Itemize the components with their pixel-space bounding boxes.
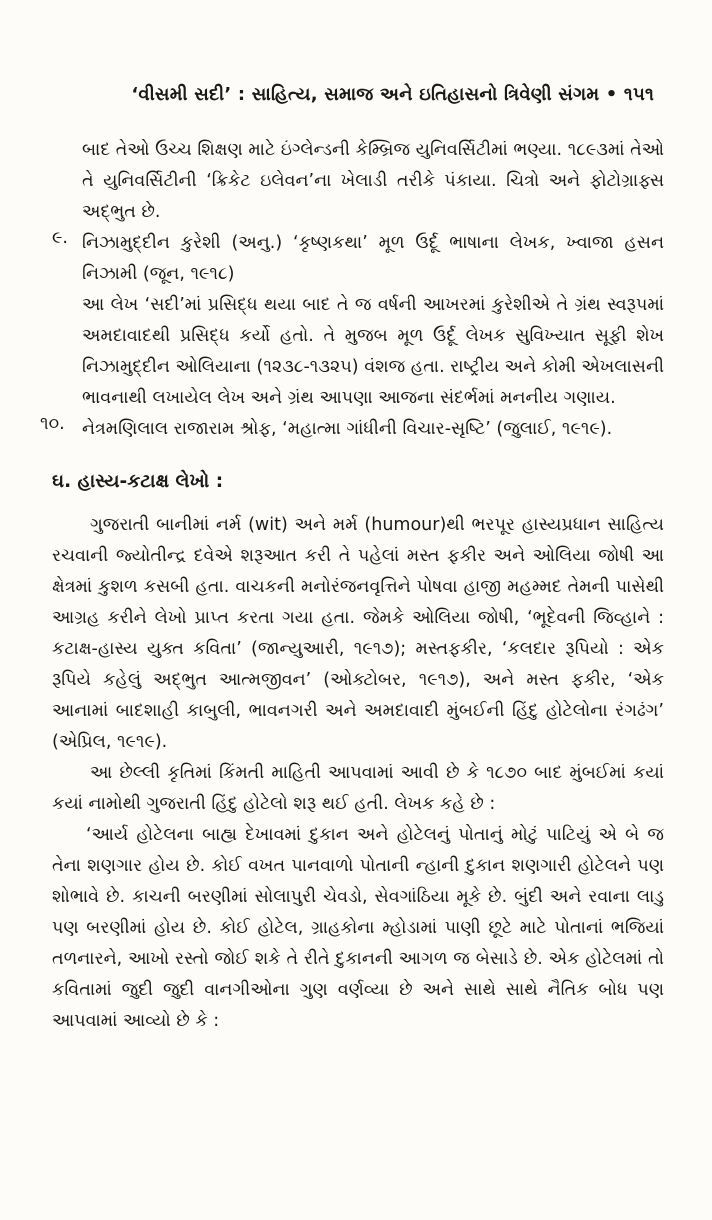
list-body	[82, 414, 664, 445]
section-heading: ઘ. હાસ્ય-કટાક્ષ લેખો :	[52, 471, 224, 492]
list-number: ૧૦.	[40, 414, 65, 434]
list-item-title: નેત્રમણિલાલ રાજારામ શ્રોફ, ‘મહાત્મા ગાંધીની વિચાર-સૃષ્ટિ’ (જુલાઈ, ૧૯૧૯).	[82, 419, 613, 439]
section-paragraph: ગુજરાતી બાનીમાં નર્મ (wit) અને મર્મ (humour)થી ભરપૂર હાસ્યપ્રધાન સાહિત્ય રચવાની જ્યોતીન્દ્ર દવેએ શરૂઆત કરી તે પહેલાં મસ્ત ફકીર અને ઓલિયા જોષી આ ક્ષેત્રમાં કુશળ કસબી હતા. વાચકની મનોરંજનવૃત્તિને પોષવા હાજી મહમ્મદ તેમની પાસેથી આગ્રહ કરીને લેખો પ્રાપ્ત કરતા ગયા હતા. જેમકે ઓલિયા જોષી, ‘ભૂદેવની જિવ્હાને : કટાક્ષ-હાસ્ય યુક્ત કવિતા’ (જાન્યુઆરી, ૧૯૧૭); મસ્તફકીર, ‘કલદાર રૂપિયો : એક રૂપિયે કહેલું અદ્ભુત આત્મજીવન’ (ઓક્ટોબર, ૧૯૧૭), અને મસ્ત ફકીર, ‘એક આનામાં બાદશાહી કાબુલી, ભાવનગરી અને અમદાવાદી મુંબઈની હિંદુ હોટેલોના રંગઢંગ’ (એપ્રિલ, ૧૯૧૯).	[52, 515, 664, 752]
continued-paragraph: બાદ તેઓ ઉચ્ચ શિક્ષણ માટે ઇંગ્લેન્ડની કેમ્બ્રિજ યુનિવર્સિટીમાં ભણ્યા. ૧૮૯૩માં તેઓ તે યુનિવર્સિટીની ‘ક્રિકેટ ઇલેવન’ના ખેલાડી તરીકે પંકાયા. ચિત્રો અને ફોટોગ્રાફ્સ અદ્ભુત છે.	[82, 140, 664, 222]
section-paragraph: આ છેલ્લી કૃતિમાં કિંમતી માહિતી આપવામાં આવી છે કે ૧૮૭૦ બાદ મુંબઈમાં કયાં કયાં નામોથી ગુજરાતી હિંદુ હોટેલો શરૂ થઈ હતી. લેખક કહે છે :	[52, 763, 664, 814]
running-header: ‘વીસમી સદી’ : સાહિત્ય, સમાજ અને ઇતિહાસનો ત્રિવેણી સંગમ • ૧૫૧	[131, 84, 654, 105]
list-item-text: આ લેખ ‘સદી’માં પ્રસિદ્ધ થયા બાદ તે જ વર્ષની આખરમાં કુરેશીએ તે ગ્રંથ સ્વરૂપમાં અમદાવાદથી પ્રસિદ્ધ કર્યો હતો. તે મુજબ મૂળ ઉર્દૂ લેખક સુવિખ્યાત સૂફી શેખ નિઝામુદ્દીન ઓલિયાના (૧૨૩૮-૧૩૨૫) વંશજ હતા. રાષ્ટ્રીય અને કોમી એખલાસની ભાવનાથી લખાયેલ લેખ અને ગ્રંથ આપણા આજના સંદર્ભમાં મનનીય ગણાય.	[82, 295, 664, 408]
quoted-paragraph: ‘આર્ય હોટેલના બાહ્ય દેખાવમાં દુકાન અને હોટેલનું પોતાનું મોટું પાટિયું એ બે જ તેના શણગાર હોય છે. કોઈ વખત પાનવાળો પોતાની ન્હાની દુકાન શણગારી હોટેલને પણ શોભાવે છે. કાચની બરણીમાં સોલાપુરી ચેવડો, સેવગાંઠિયા મૂકે છે. બુંદી અને રવાના લાડુ પણ બરણીમાં હોય છે. કોઈ હોટેલ, ગ્રાહકોના મ્હોડામાં પાણી છૂટે માટે પોતાનાં ભજિયાં તળનારને, આખો રસ્તો જોઈ શકે તે રીતે દુકાનની આગળ જ બેસાડે છે. એક હોટેલમાં તો કવિતામાં જુદી જુદી વાનગીઓના ગુણ વર્ણવ્યા છે અને સાથે સાથે નૈતિક બોધ પણ આપવામાં આવ્યો છે કે :	[52, 825, 664, 1031]
list-number: ૯.	[52, 228, 68, 248]
list-item-title: નિઝામુદ્દીન કુરેશી (અનુ.) ‘કૃષ્ણકથા’ મૂળ ઉર્દૂ ભાષાના લેખક, ખ્વાજા હસન નિઝામી (જૂન, ૧૯૧૮)	[82, 233, 664, 284]
list-body	[82, 228, 664, 414]
list-item-9	[52, 228, 664, 414]
list-item-10	[40, 414, 664, 445]
